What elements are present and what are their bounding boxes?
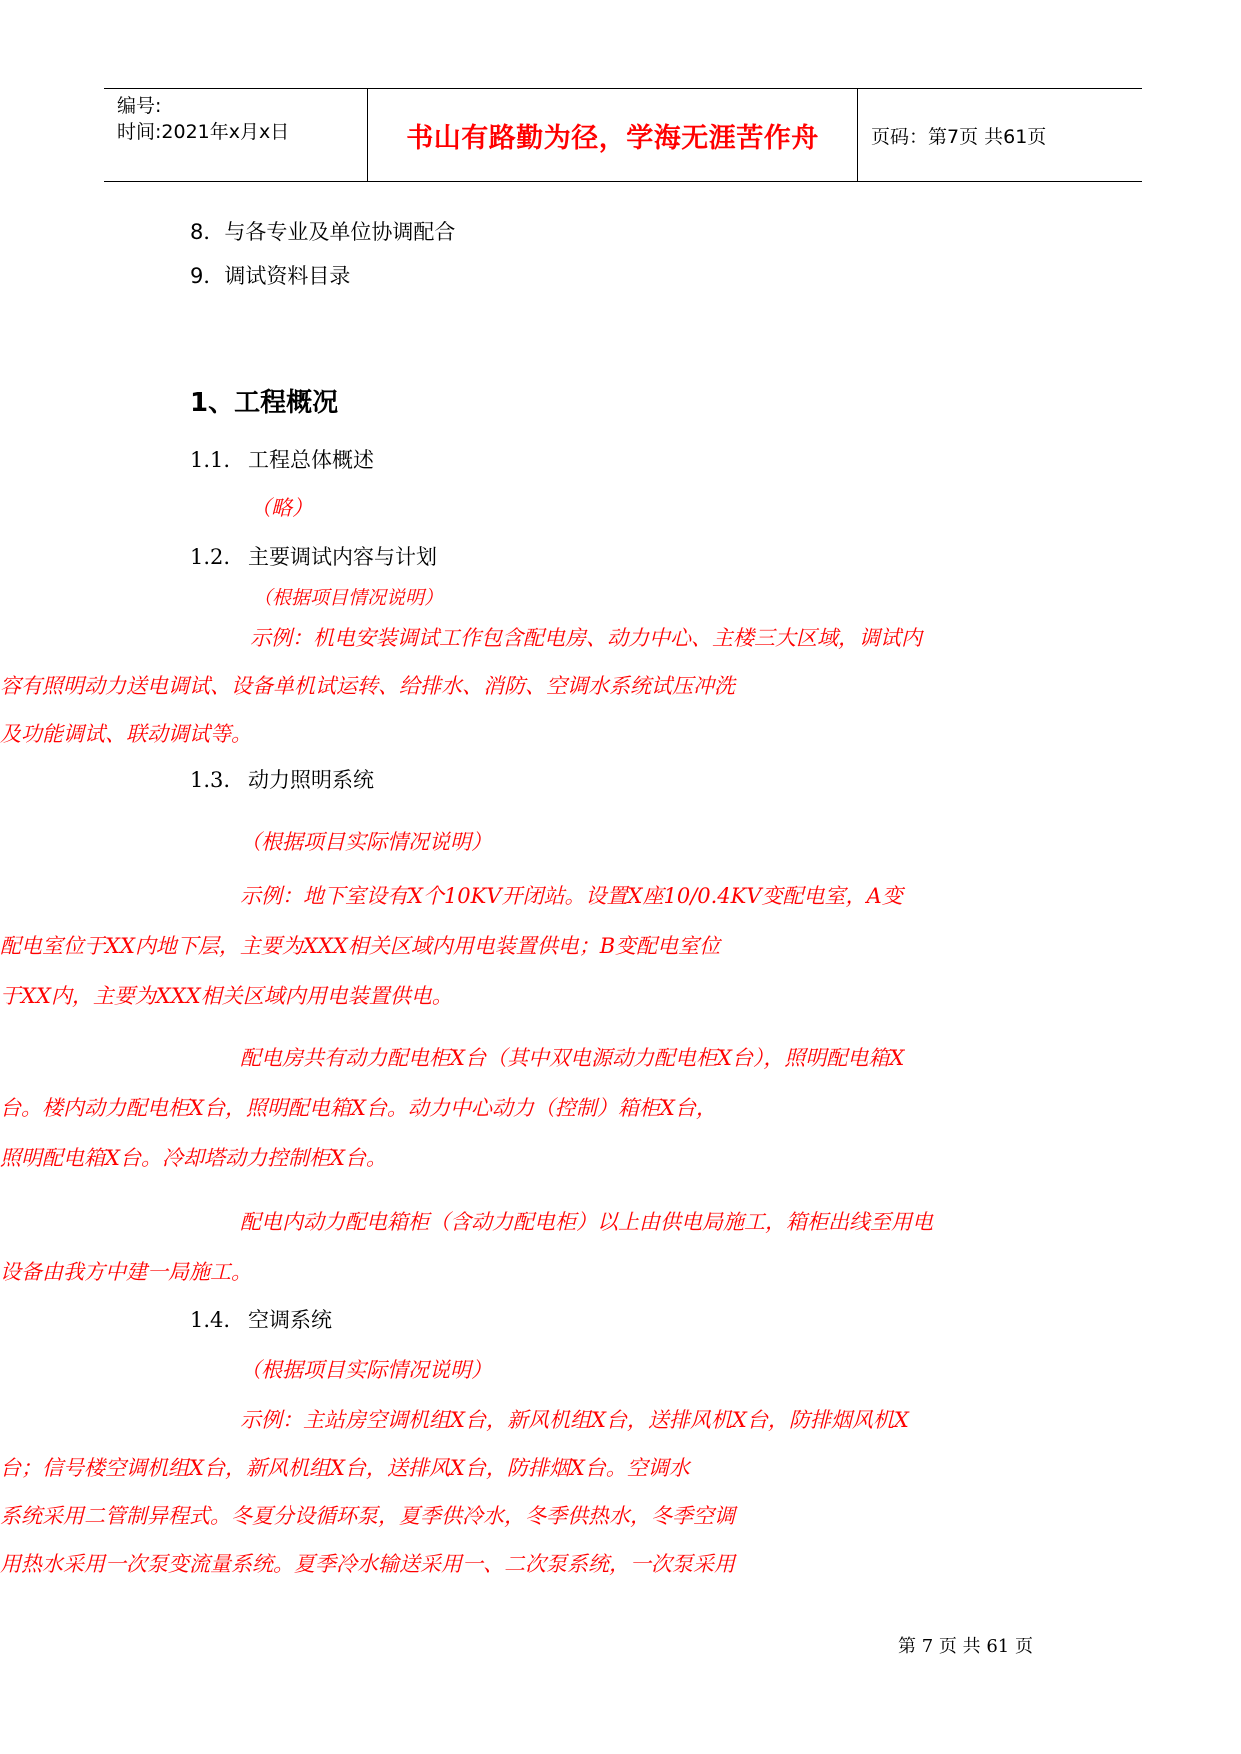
header-motto: 书山有路勤为径，学海无涯苦作舟: [406, 122, 819, 154]
paragraph-line: 系统采用二管制异程式。冬夏分设循环泵，夏季供冷水，冬季供热水，冬季空调: [0, 1504, 735, 1528]
subsection-1-3-note: （根据项目实际情况说明）: [240, 830, 492, 854]
paragraph-line: 台。楼内动力配电柜X台，照明配电箱X台。动力中心动力（控制）箱柜X台，: [0, 1096, 717, 1120]
subsection-1-1-heading: [190, 444, 374, 474]
section-title: 1、工程概况: [190, 388, 339, 418]
document-number-label: 编号:: [117, 95, 162, 117]
subsection-1-4-heading: [190, 1304, 332, 1334]
header-page-cell: [858, 89, 1142, 181]
subsection-number: 1.1.: [190, 448, 231, 472]
example-line: 及功能调试、联动调试等。: [0, 722, 252, 746]
example-line: 示例：机电安装调试工作包含配电房、动力中心、主楼三大区域，调试内: [250, 626, 922, 650]
paragraph-line: 用热水采用一次泵变流量系统。夏季冷水输送采用一、二次泵系统，一次泵采用: [0, 1552, 735, 1576]
paragraph-line: 设备由我方中建一局施工。: [0, 1260, 252, 1284]
subsection-1-2-heading: [190, 541, 437, 571]
header-meta-cell: [104, 89, 368, 181]
paragraph-line: 配电内动力配电箱柜（含动力配电柜）以上由供电局施工，箱柜出线至用电: [240, 1210, 933, 1234]
subsection-number: 1.3.: [190, 768, 231, 792]
paragraph-line: 示例：主站房空调机组X台，新风机组X台，送排风机X台，防排烟风机X: [240, 1408, 909, 1432]
toc-item-8: 8．与各专业及单位协调配合: [190, 220, 456, 244]
subsection-title: 动力照明系统: [248, 768, 374, 792]
document-time-label: 时间:2021年x月x日: [117, 121, 290, 143]
example-line: 容有照明动力送电调试、设备单机试运转、给排水、消防、空调水系统试压冲洗: [0, 674, 735, 698]
page-footer: 第 7 页 共 61 页: [898, 1636, 1033, 1657]
subsection-title: 工程总体概述: [248, 448, 374, 472]
subsection-1-1-note: （略）: [250, 496, 313, 520]
subsection-1-4-note: （根据项目实际情况说明）: [240, 1358, 492, 1382]
toc-item-9: 9．调试资料目录: [190, 264, 351, 288]
paragraph-line: 照明配电箱X台。冷却塔动力控制柜X台。: [0, 1146, 387, 1170]
page-header-table: [104, 88, 1142, 182]
paragraph-line: 示例：地下室设有X个10KV开闭站。设置X座10/0.4KV变配电室，A变: [240, 884, 903, 908]
subsection-1-2-note: （根据项目情况说明）: [253, 587, 444, 609]
header-motto-cell: [368, 89, 858, 181]
subsection-title: 主要调试内容与计划: [248, 545, 437, 569]
paragraph-line: 配电房共有动力配电柜X台（其中双电源动力配电柜X台），照明配电箱X: [240, 1046, 905, 1070]
paragraph-line: 于XX内，主要为XXX相关区域内用电装置供电。: [0, 984, 453, 1008]
paragraph-line: 配电室位于XX内地下层，主要为XXX相关区域内用电装置供电；B变配电室位: [0, 934, 721, 958]
subsection-number: 1.4.: [190, 1308, 231, 1332]
header-page-info: 页码：第7页 共61页: [871, 125, 1047, 148]
subsection-title: 空调系统: [248, 1308, 332, 1332]
paragraph-line: 台；信号楼空调机组X台，新风机组X台，送排风X台，防排烟X台。空调水: [0, 1456, 690, 1480]
subsection-1-3-heading: [190, 764, 374, 794]
subsection-number: 1.2.: [190, 545, 231, 569]
